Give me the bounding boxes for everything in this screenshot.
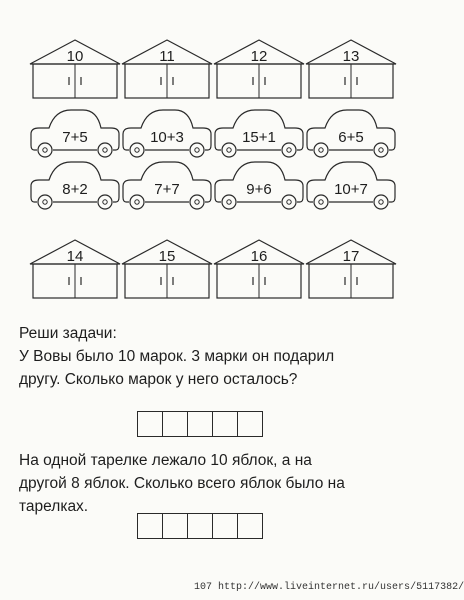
answer-cell[interactable]	[138, 412, 163, 436]
answer-cell[interactable]	[238, 514, 262, 538]
answer-cell[interactable]	[138, 514, 163, 538]
house-number: 11	[159, 48, 175, 65]
house-number: 12	[250, 48, 268, 65]
house-number: 16	[250, 248, 268, 265]
car-expression: 10+3	[150, 129, 184, 146]
house-number: 10	[66, 48, 84, 65]
answer-cell[interactable]	[163, 514, 188, 538]
car-expression: 15+1	[242, 129, 276, 146]
house	[214, 240, 304, 298]
house	[306, 240, 396, 298]
car-expression: 10+7	[334, 181, 368, 198]
problem-2-line-1: На одной тарелке лежало 10 яблок, а на	[19, 452, 312, 469]
car-expression: 7+5	[62, 129, 88, 146]
house-number: 15	[158, 248, 176, 265]
answer-box-2[interactable]	[137, 513, 263, 539]
problem-2-line-3: тарелках.	[19, 498, 89, 515]
house	[122, 240, 212, 298]
house-number: 14	[66, 248, 84, 265]
problem-2-line-2: другой 8 яблок. Сколько всего яблок было на	[19, 475, 345, 492]
source-url[interactable]: http://www.liveinternet.ru/users/5117382/	[218, 582, 464, 593]
problem-1-line-2: другу. Сколько марок у него осталось?	[19, 371, 298, 388]
answer-cell[interactable]	[163, 412, 188, 436]
task-heading: Реши задачи:	[19, 325, 117, 342]
page-number: 107	[194, 582, 213, 593]
answer-cell[interactable]	[213, 412, 238, 436]
house-number: 13	[342, 48, 360, 65]
car-expression: 8+2	[62, 181, 88, 198]
answer-cell[interactable]	[213, 514, 238, 538]
footer	[194, 582, 464, 593]
car-expression: 9+6	[246, 181, 272, 198]
answer-cell[interactable]	[238, 412, 262, 436]
houses-row-bottom	[0, 0, 408, 300]
answer-cell[interactable]	[188, 412, 213, 436]
house	[30, 240, 120, 298]
problem-1-line-1: У Вовы было 10 марок. 3 марки он подарил	[19, 348, 335, 365]
car-expression: 7+7	[154, 181, 180, 198]
answer-cell[interactable]	[188, 514, 213, 538]
answer-box-1[interactable]	[137, 411, 263, 437]
car-expression: 6+5	[338, 129, 364, 146]
house-number: 17	[342, 248, 360, 265]
